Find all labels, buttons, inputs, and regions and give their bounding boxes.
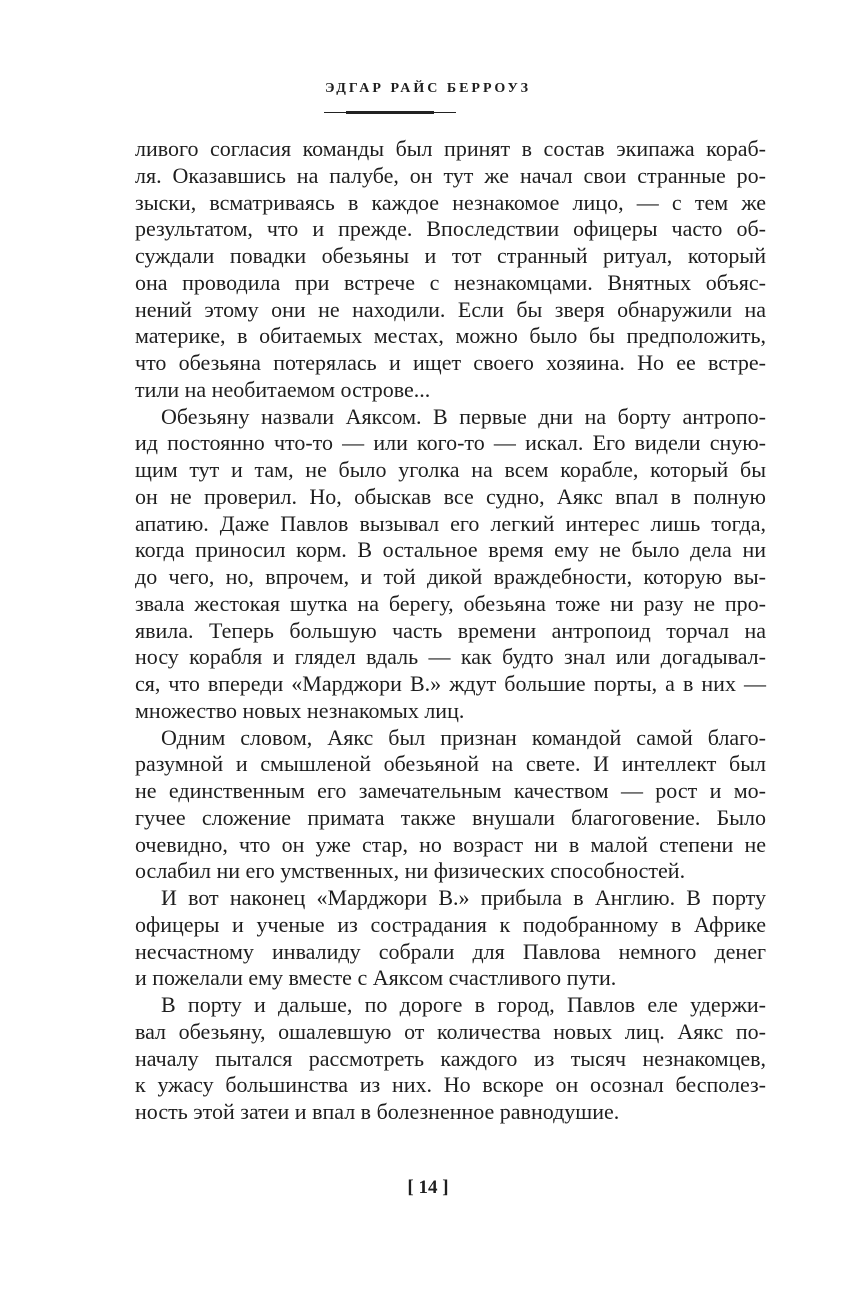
text-line [135, 1046, 766, 1073]
text-line [135, 190, 766, 217]
text-line-content: тили на необитаемом острове... [135, 376, 431, 402]
text-line-content: началу пытался рассмотреть каждого из тысяч незнакомцев, [135, 1045, 766, 1071]
text-line [135, 457, 766, 484]
running-header: ЭДГАР РАЙС БЕРРОУЗ [324, 81, 532, 96]
text-line-content: явила. Теперь большую часть времени антропоид торчал на [135, 617, 766, 643]
text-line-content: она проводила при встрече с незнакомцами. Внятных объяс- [135, 269, 766, 295]
text-line [135, 163, 766, 190]
header-rule-accent [346, 111, 434, 114]
text-line-content: нений этому они не находили. Если бы зверя обнаружили на [135, 296, 766, 322]
text-line-content: апатию. Даже Павлов вызывал его легкий интерес лишь тогда, [135, 510, 766, 536]
text-line-content: материке, в обитаемых местах, можно было бы предположить, [135, 323, 766, 349]
text-line [135, 1072, 766, 1099]
text-line [135, 430, 766, 457]
text-line-content: Одним словом, Аякс был признан командой самой благо- [161, 724, 766, 750]
text-line-content: несчастному инвалиду собрали для Павлова немного денег [135, 938, 766, 964]
text-line-content: Обезьяну назвали Аяксом. В первые дни на борту антропо- [161, 403, 766, 429]
text-line [135, 725, 766, 752]
text-line-content: множество новых незнакомых лиц. [135, 697, 465, 723]
text-line [135, 537, 766, 564]
text-line-content: гучее сложение примата также внушали благоговение. Было [135, 804, 766, 830]
text-line [135, 591, 766, 618]
text-line-content: результатом, что и прежде. Впоследствии офицеры часто об- [135, 216, 766, 242]
text-line-content: к ужасу большинства из них. Но вскоре он осознал бесполез- [135, 1072, 766, 1098]
text-line [135, 778, 766, 805]
text-line-content: вал обезьяну, ошалевшую от количества новых лиц. Аякс по- [135, 1018, 766, 1044]
text-line [135, 832, 766, 859]
text-line [135, 216, 766, 243]
text-line [135, 270, 766, 297]
text-line [135, 965, 766, 992]
text-line-content: ид постоянно что-то — или кого-то — искал. Его видели сную- [135, 430, 766, 456]
text-line-content: носу корабля и глядел вдаль — как будто знал или догадывал- [135, 644, 766, 670]
text-line [135, 136, 766, 163]
text-line [135, 1019, 766, 1046]
text-line [135, 671, 766, 698]
text-line [135, 564, 766, 591]
text-line-content: разумной и смышленой обезьяной на свете. И интеллект был [135, 751, 766, 777]
text-line-content: звала жестокая шутка на берегу, обезьяна тоже ни разу не про- [135, 590, 766, 616]
text-line [135, 323, 766, 350]
text-line-content: В порту и дальше, по дороге в город, Павлов еле удержи- [161, 992, 766, 1017]
text-line-content: очевидно, что он уже стар, но возраст ни в малой степени не [135, 831, 766, 857]
text-line [135, 939, 766, 966]
text-line [135, 698, 766, 725]
text-line [135, 377, 766, 404]
text-line-content: щим тут и там, не было уголка на всем корабле, который бы [135, 457, 766, 482]
text-line-content: И вот наконец «Марджори В.» прибыла в Англию. В порту [161, 885, 766, 910]
text-line-content: ля. Оказавшись на палубе, он тут же начал свои странные ро- [135, 162, 766, 188]
text-line-content: и пожелали ему вместе с Аяксом счастливого пути. [135, 965, 617, 991]
text-line-content: он не проверил. Но, обыскав все судно, Аякс впал в полную [135, 483, 766, 509]
text-line-content: суждали повадки обезьяны и тот странный ритуал, который [135, 243, 766, 268]
text-line-content: до чего, но, впрочем, и той дикой враждебности, которую вы- [135, 564, 766, 589]
text-line-content: ся, что впереди «Марджори В.» ждут большие порты, а в них — [135, 671, 766, 696]
text-line [135, 805, 766, 832]
text-line [135, 751, 766, 778]
text-line [135, 297, 766, 324]
text-line [135, 511, 766, 538]
text-line [135, 484, 766, 511]
text-line [135, 992, 766, 1019]
text-line-content: зыски, всматриваясь в каждое незнакомое лицо, — с тем же [135, 189, 766, 215]
text-line [135, 1099, 766, 1126]
text-line-content: ность этой затеи и впал в болезненное равнодушие. [135, 1099, 620, 1124]
text-line [135, 404, 766, 431]
text-line [135, 858, 766, 885]
text-line-content: не единственным его замечательным качеством — рост и мо- [135, 778, 766, 803]
text-line [135, 912, 766, 939]
text-line [135, 618, 766, 645]
text-line [135, 243, 766, 270]
text-line-content: когда приносил корм. В остальное время ему не было дела ни [135, 537, 766, 563]
text-line [135, 885, 766, 912]
text-line-content: ослабил ни его умственных, ни физических способностей. [135, 858, 686, 884]
page-number: [ 14 ] [407, 1177, 449, 1198]
body-text [135, 136, 766, 1126]
text-line-content: офицеры и ученые из сострадания к подобранному в Африке [135, 911, 766, 937]
text-line-content: что обезьяна потерялась и ищет своего хозяина. Но ее встре- [135, 350, 766, 375]
text-line [135, 350, 766, 377]
text-line [135, 644, 766, 671]
text-line-content: ливого согласия команды был принят в состав экипажа кораб- [135, 136, 766, 161]
